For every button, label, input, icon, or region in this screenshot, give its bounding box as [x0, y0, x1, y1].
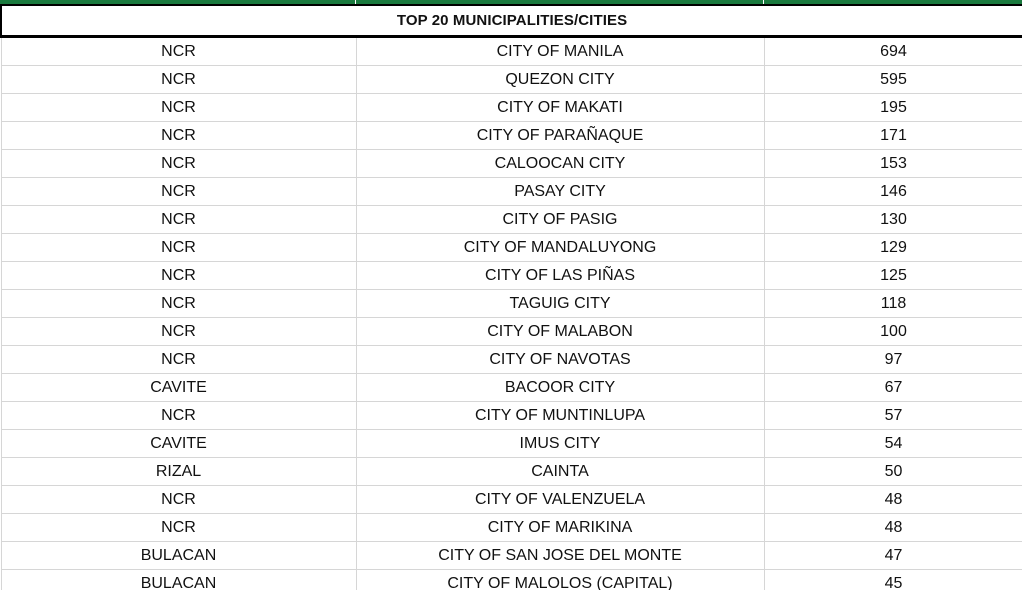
province-cell[interactable]: CAVITE	[1, 374, 356, 402]
province-cell[interactable]: RIZAL	[1, 458, 356, 486]
table-row	[1, 122, 1022, 150]
province-cell[interactable]: CAVITE	[1, 430, 356, 458]
table-row	[1, 374, 1022, 402]
table-row	[1, 290, 1022, 318]
count-cell[interactable]: 48	[764, 486, 1022, 514]
city-cell[interactable]: CAINTA	[356, 458, 764, 486]
table-row	[1, 318, 1022, 346]
table-row	[1, 94, 1022, 122]
table-row	[1, 542, 1022, 570]
count-cell[interactable]: 48	[764, 514, 1022, 542]
city-cell[interactable]: CITY OF PASIG	[356, 206, 764, 234]
table-row	[1, 178, 1022, 206]
table-row	[1, 514, 1022, 542]
table-row	[1, 206, 1022, 234]
count-cell[interactable]: 57	[764, 402, 1022, 430]
province-cell[interactable]: BULACAN	[1, 570, 356, 590]
count-cell[interactable]: 118	[764, 290, 1022, 318]
province-cell[interactable]: NCR	[1, 262, 356, 290]
table-row	[1, 66, 1022, 94]
count-cell[interactable]: 50	[764, 458, 1022, 486]
city-cell[interactable]: CITY OF NAVOTAS	[356, 346, 764, 374]
city-cell[interactable]: CITY OF MANILA	[356, 37, 764, 66]
city-cell[interactable]: CALOOCAN CITY	[356, 150, 764, 178]
province-cell[interactable]: NCR	[1, 206, 356, 234]
city-cell[interactable]: CITY OF PARAÑAQUE	[356, 122, 764, 150]
province-cell[interactable]: NCR	[1, 150, 356, 178]
table-title[interactable]: TOP 20 MUNICIPALITIES/CITIES	[1, 5, 1022, 37]
count-cell[interactable]: 45	[764, 570, 1022, 590]
count-cell[interactable]: 67	[764, 374, 1022, 402]
province-cell[interactable]: NCR	[1, 486, 356, 514]
city-cell[interactable]: CITY OF VALENZUELA	[356, 486, 764, 514]
table-row	[1, 402, 1022, 430]
city-cell[interactable]: CITY OF MALOLOS (CAPITAL)	[356, 570, 764, 590]
count-cell[interactable]: 153	[764, 150, 1022, 178]
city-cell[interactable]: CITY OF MUNTINLUPA	[356, 402, 764, 430]
city-cell[interactable]: CITY OF MALABON	[356, 318, 764, 346]
table-row	[1, 570, 1022, 590]
province-cell[interactable]: NCR	[1, 346, 356, 374]
top-municipalities-table	[0, 4, 1022, 590]
count-cell[interactable]: 129	[764, 234, 1022, 262]
count-cell[interactable]: 146	[764, 178, 1022, 206]
table-row	[1, 234, 1022, 262]
city-cell[interactable]: CITY OF LAS PIÑAS	[356, 262, 764, 290]
province-cell[interactable]: NCR	[1, 37, 356, 66]
table-row	[1, 458, 1022, 486]
count-cell[interactable]: 47	[764, 542, 1022, 570]
city-cell[interactable]: IMUS CITY	[356, 430, 764, 458]
city-cell[interactable]: CITY OF MANDALUYONG	[356, 234, 764, 262]
city-cell[interactable]: BACOOR CITY	[356, 374, 764, 402]
table-body	[1, 37, 1022, 590]
city-cell[interactable]: TAGUIG CITY	[356, 290, 764, 318]
count-cell[interactable]: 595	[764, 66, 1022, 94]
count-cell[interactable]: 54	[764, 430, 1022, 458]
table-row	[1, 346, 1022, 374]
table-row	[1, 150, 1022, 178]
count-cell[interactable]: 694	[764, 37, 1022, 66]
city-cell[interactable]: QUEZON CITY	[356, 66, 764, 94]
count-cell[interactable]: 125	[764, 262, 1022, 290]
city-cell[interactable]: CITY OF MARIKINA	[356, 514, 764, 542]
province-cell[interactable]: NCR	[1, 66, 356, 94]
count-cell[interactable]: 97	[764, 346, 1022, 374]
table-row	[1, 486, 1022, 514]
city-cell[interactable]: PASAY CITY	[356, 178, 764, 206]
province-cell[interactable]: NCR	[1, 514, 356, 542]
province-cell[interactable]: NCR	[1, 178, 356, 206]
province-cell[interactable]: NCR	[1, 290, 356, 318]
count-cell[interactable]: 130	[764, 206, 1022, 234]
count-cell[interactable]: 100	[764, 318, 1022, 346]
province-cell[interactable]: NCR	[1, 402, 356, 430]
table-row	[1, 430, 1022, 458]
province-cell[interactable]: NCR	[1, 318, 356, 346]
count-cell[interactable]: 171	[764, 122, 1022, 150]
province-cell[interactable]: NCR	[1, 122, 356, 150]
city-cell[interactable]: CITY OF MAKATI	[356, 94, 764, 122]
province-cell[interactable]: NCR	[1, 234, 356, 262]
province-cell[interactable]: NCR	[1, 94, 356, 122]
count-cell[interactable]: 195	[764, 94, 1022, 122]
table-row	[1, 37, 1022, 66]
table-row	[1, 262, 1022, 290]
city-cell[interactable]: CITY OF SAN JOSE DEL MONTE	[356, 542, 764, 570]
province-cell[interactable]: BULACAN	[1, 542, 356, 570]
